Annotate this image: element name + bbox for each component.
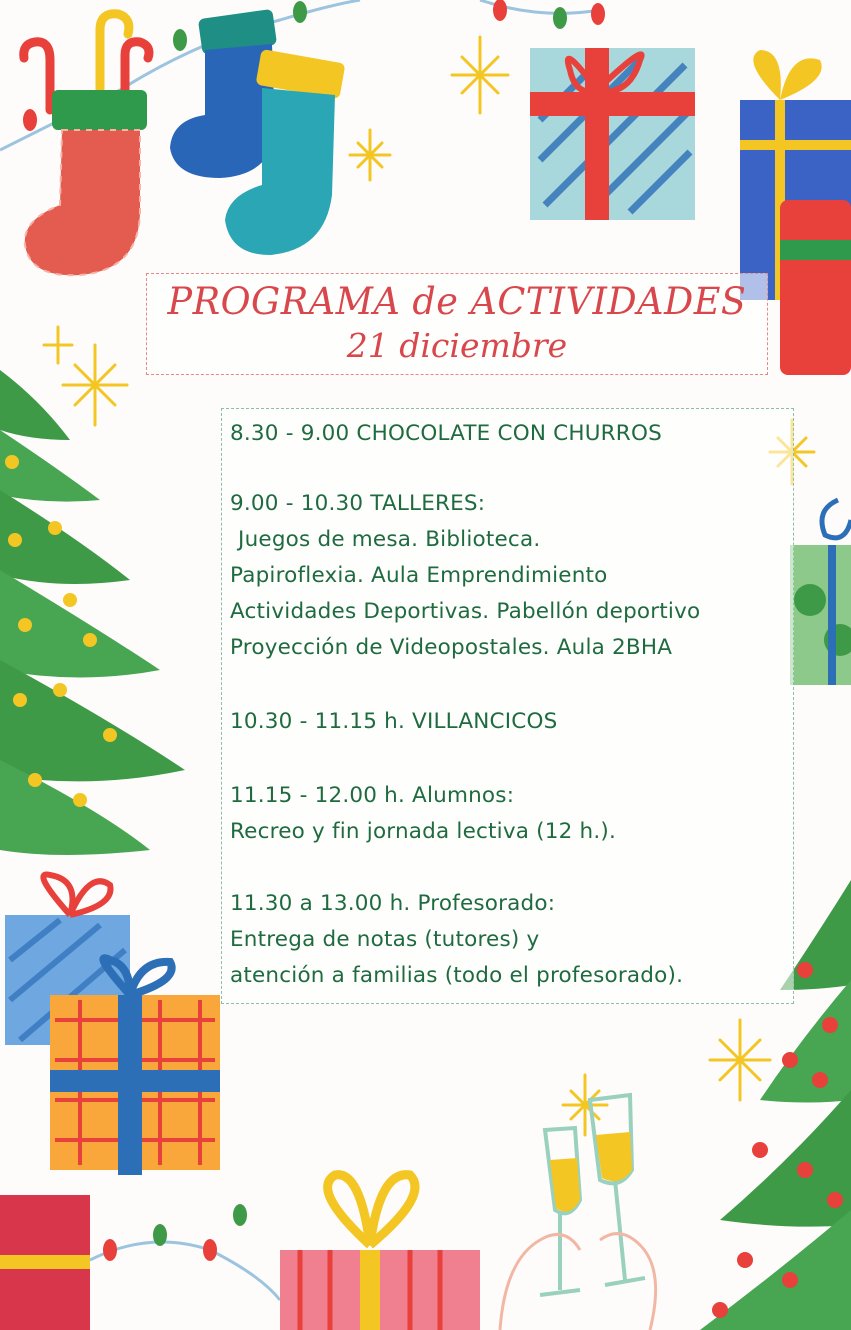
gift-box-icon	[790, 500, 851, 685]
gift-box-icon	[0, 875, 220, 1330]
profesorado-detail-line: atención a familias (todo el profesorado).	[230, 963, 684, 988]
schedule-item-chocolate: 8.30 - 9.00 CHOCOLATE CON CHURROS	[230, 421, 662, 446]
talleres-detail-line: Proyección de Videopostales. Aula 2BHA	[230, 635, 673, 660]
talleres-detail-line: Actividades Deportivas. Pabellón deportivo	[230, 599, 701, 624]
event-date: 21 diciembre	[346, 326, 568, 365]
talleres-detail-line: Juegos de mesa. Biblioteca.	[231, 527, 541, 552]
string-lights-icon	[90, 1204, 280, 1300]
schedule-item-profesorado: 11.30 a 13.00 h. Profesorado:	[230, 891, 556, 916]
christmas-tree-icon	[0, 370, 185, 855]
champagne-glass-icon	[550, 1132, 632, 1212]
gift-box-icon	[280, 1175, 480, 1330]
page-title: PROGRAMA de ACTIVIDADES	[167, 280, 747, 323]
gift-box-icon	[530, 48, 695, 220]
program-box	[221, 408, 794, 1004]
schedule-item-talleres: 9.00 - 10.30 TALLERES:	[230, 491, 486, 516]
title-box	[146, 273, 768, 375]
schedule-item-alumnos: 11.15 - 12.00 h. Alumnos:	[230, 783, 515, 808]
alumnos-detail-line: Recreo y fin jornada lectiva (12 h.).	[230, 819, 617, 844]
christmas-stocking-icon	[25, 9, 346, 275]
schedule-item-villancicos: 10.30 - 11.15 h. VILLANCICOS	[230, 709, 558, 734]
profesorado-detail-line: Entrega de notas (tutores) y	[230, 927, 540, 952]
talleres-detail-line: Papiroflexia. Aula Emprendimiento	[230, 563, 608, 588]
